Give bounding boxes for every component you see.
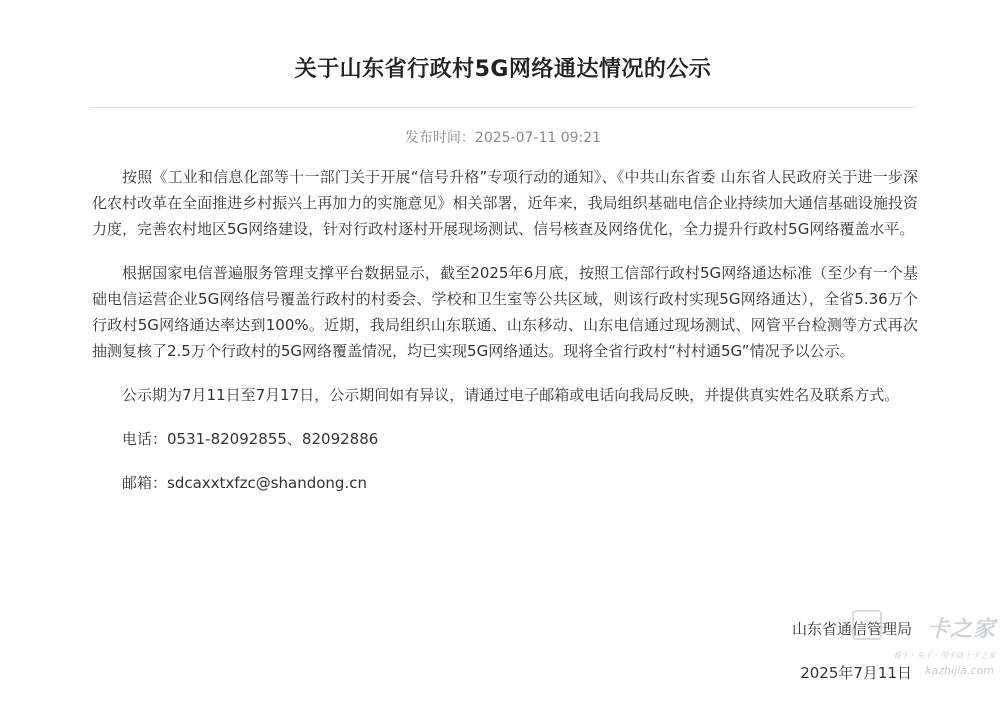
article-body bbox=[92, 164, 918, 514]
watermark-slogan: 看卡 · 买卡 · 用卡就上卡之家 bbox=[892, 651, 996, 660]
watermark-url: kazhijia.com bbox=[925, 664, 994, 677]
email-line: 邮箱：sdcaxxtxfzc@shandong.cn bbox=[122, 474, 367, 492]
publish-time-value: 2025-07-11 09:21 bbox=[474, 130, 602, 146]
issue-date: 2025年7月11日 bbox=[800, 664, 912, 682]
paragraph-1: 按照《工业和信息化部等十一部门关于开展“信号升格”专项行动的通知》、《中共山东省委 山东省人民政府关于进一步深化农村改革在全面推进乡村振兴上再加力的实施意见》相关部署，近年来，我局组织基础电信企业持续加大通信基础设施投资力度，完善农村地区5G网络建设，针对行政村逐村开展现场测试、信号核查及网络优化，全力提升行政村5G网络覆盖水平。 bbox=[92, 168, 918, 238]
paragraph-2: 根据国家电信普遍服务管理支撑平台数据显示，截至2025年6月底，按照工信部行政村5G网络通达标准（至少有一个基础电信运营企业5G网络信号覆盖行政村的村委会、学校和卫生室等公共区域，则该行政村实现5G网络通达），全省5.36万个行政村5G网络通达率达到100%。近期，我局组织山东联通、山东移动、山东电信通过现场测试、网管平台检测等方式再次抽测复核了2.5万个行政村的5G网络覆盖情况，均已实现5G网络通达。现将全省行政村“村村通5G”情况予以公示。 bbox=[92, 264, 918, 360]
watermark-main-text: 卡之家 bbox=[926, 617, 996, 642]
page-title: 关于山东省行政村5G网络通达情况的公示 bbox=[294, 57, 712, 82]
publish-time bbox=[0, 127, 1006, 147]
phone-line: 电话：0531-82092855、82092886 bbox=[122, 430, 379, 448]
paragraph-3: 公示期为7月11日至7月17日，公示期间如有异议，请通过电子邮箱或电话向我局反映，并提供真实姓名及联系方式。 bbox=[122, 386, 900, 404]
issuing-organization: 山东省通信管理局 bbox=[791, 620, 912, 638]
publish-time-label: 发布时间： bbox=[404, 130, 475, 146]
title-divider bbox=[90, 107, 916, 108]
